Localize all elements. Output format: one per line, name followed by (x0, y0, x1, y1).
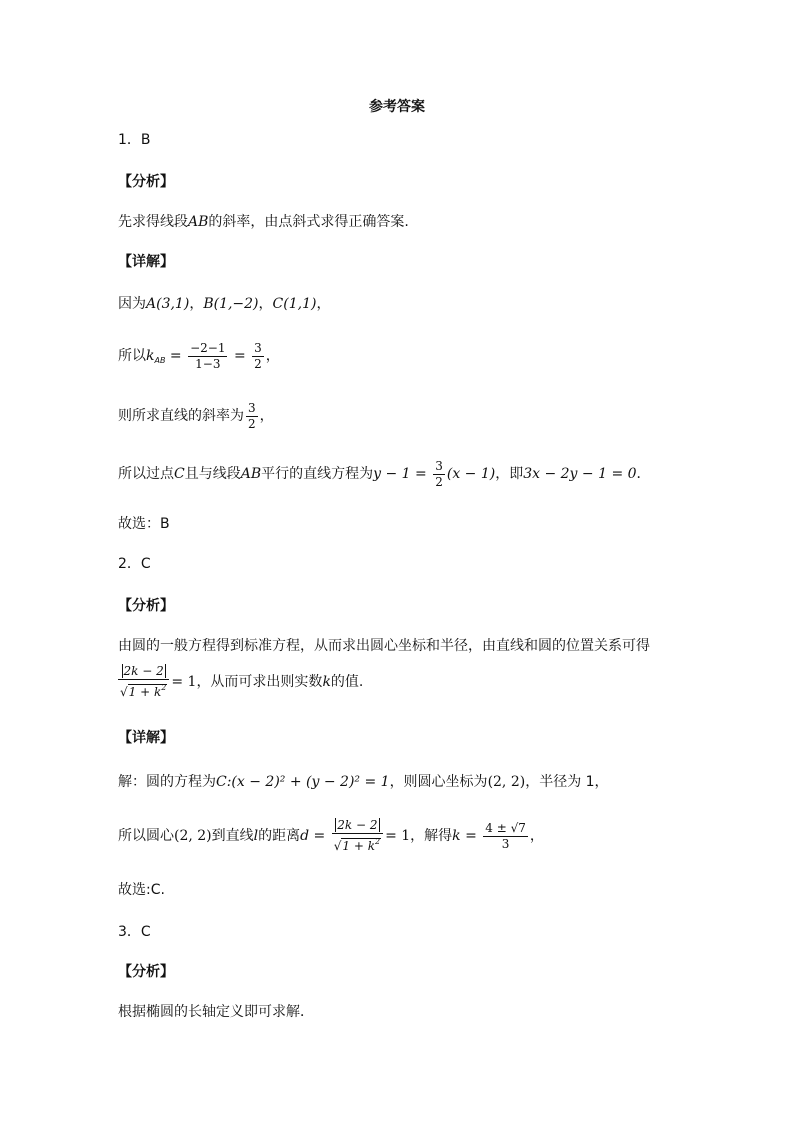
q2-analysis-tag: 【分析】 (118, 598, 174, 614)
q1-line-equation: 所以过点C且与线段AB平行的直线方程为y − 1 = $\frac{3}{2}$ (x − 1)，即3x − 2y − 1 = 0． (118, 458, 651, 489)
point-a: A(3,1) (146, 296, 190, 312)
q2-detail-tag: 【详解】 (118, 730, 174, 746)
q1-analysis-tag: 【分析】 (118, 174, 174, 190)
point-c: C(1,1) (272, 296, 317, 312)
fraction-three-halves: $\frac{3}{2}$ (248, 400, 256, 431)
q2-choice: 故选:C. (118, 882, 165, 898)
q2-answer: 2．C (118, 556, 151, 572)
fraction-distance: $\frac{2k - 2}{√1 + k^2}$ (332, 818, 383, 854)
q3-analysis-tag: 【分析】 (118, 964, 174, 980)
q3-answer: 3．C (118, 924, 151, 940)
q1-points-line: 因为A(3,1)，B(1,−2)，C(1,1)， (118, 296, 331, 312)
q2-step-1: 解：圆的方程为C:(x − 2)² + (y − 2)² = 1，则圆心坐标为(2, 2)，半径为 1， (118, 774, 609, 790)
q1-slope-line: 所以$k_{AB}$ = $\frac{-2-1}{1-3}$ = $\frac{3}{2}$ ， (118, 340, 280, 371)
fraction-three-halves: $\frac{3}{2}$ (435, 458, 443, 489)
q2-analysis-2: $\frac{2k - 2}{√1 + k^2}$ = 1，从而可求出则实数k的值. (120, 664, 364, 699)
q2-step-2: 所以圆心(2, 2)到直线l的距离d = $\frac{2k - 2}{√1 + k^2}$ = 1，解得k = $\frac{4 \pm √7}{3}$ ， (118, 818, 544, 853)
fraction-slope-calc: $\frac{-2-1}{1-3}$ (190, 340, 226, 371)
q1-slope-result: 则所求直线的斜率为 $\frac{3}{2}$ ， (118, 400, 274, 431)
q1-detail-tag: 【详解】 (118, 254, 174, 270)
fraction-three-halves: $\frac{3}{2}$ (254, 340, 262, 371)
page-title: 参考答案 (369, 99, 425, 115)
q2-analysis-1: 由圆的一般方程得到标准方程，从而求出圆心坐标和半径，由直线和圆的位置关系可得 (118, 638, 650, 654)
fraction-distance: $\frac{2k - 2}{√1 + k^2}$ (118, 664, 169, 700)
q1-answer: 1．B (118, 132, 151, 148)
q3-analysis: 根据椭圆的长轴定义即可求解． (118, 1004, 314, 1020)
point-b: B(1,−2) (203, 296, 259, 312)
q1-analysis: 先求得线段AB的斜率，由点斜式求得正确答案. (118, 214, 409, 230)
q1-choice: 故选：B (118, 516, 170, 532)
fraction-k-solution: $\frac{4 \pm √7}{3}$ (485, 820, 526, 851)
